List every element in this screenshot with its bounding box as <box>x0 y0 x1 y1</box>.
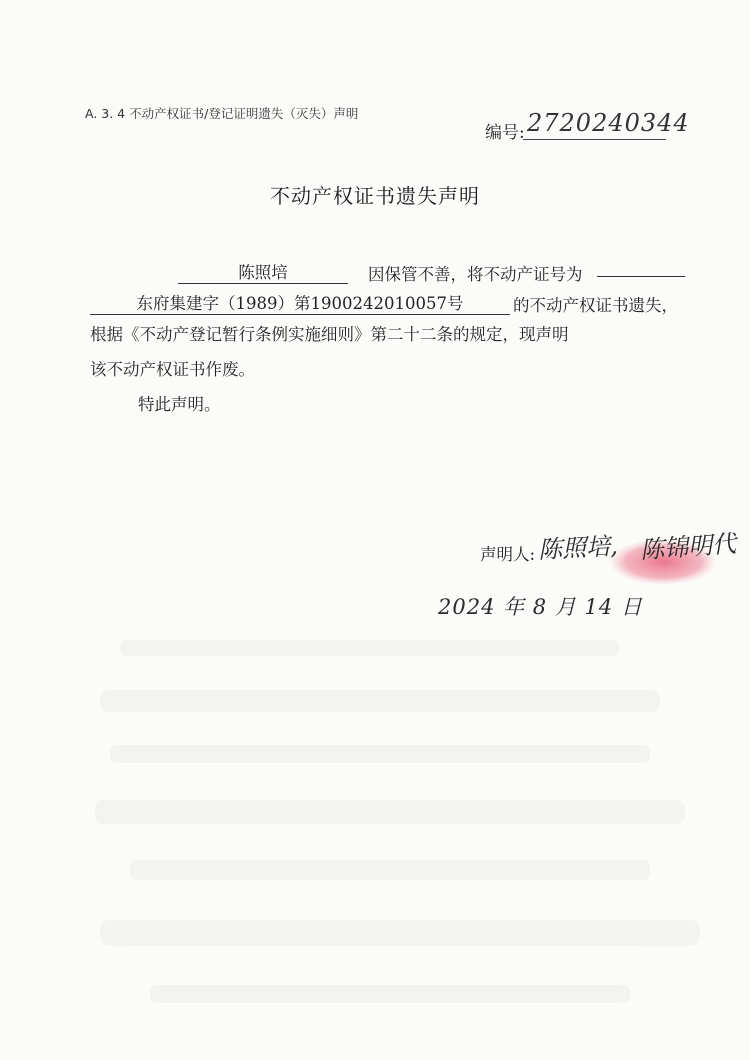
declarant-label: 声明人: <box>480 545 536 564</box>
document-number-handwritten: 2720240344 <box>527 109 690 137</box>
handwritten-signature-1: 陈照培, <box>537 531 619 565</box>
blank-underline <box>597 276 685 277</box>
body-line-1: 因保管不善，将不动产证号为 <box>368 265 583 284</box>
closing-statement: 特此声明。 <box>138 395 221 414</box>
body-line-2: 的不动产权证书遗失， <box>513 296 678 315</box>
document-number-underline <box>523 139 666 140</box>
page-title: 不动产权证书遗失声明 <box>270 184 480 208</box>
handwritten-date: 2024 年 8 月 14 日 <box>438 595 643 619</box>
handwritten-signature-2: 陈锦明代 <box>639 529 738 565</box>
document-number-label: 编号: <box>485 123 525 143</box>
body-line-3: 根据《不动产登记暂行条例实施细则》第二十二条的规定，现声明 <box>90 325 569 344</box>
owner-name-field: 陈照培 <box>178 259 348 284</box>
section-reference: A. 3. 4 不动产权证书/登记证明遗失（灭失）声明 <box>85 106 359 121</box>
body-line-4: 该不动产权证书作废。 <box>90 360 255 379</box>
certificate-number-field: 东府集建字（1989）第1900242010057号 <box>90 290 510 315</box>
